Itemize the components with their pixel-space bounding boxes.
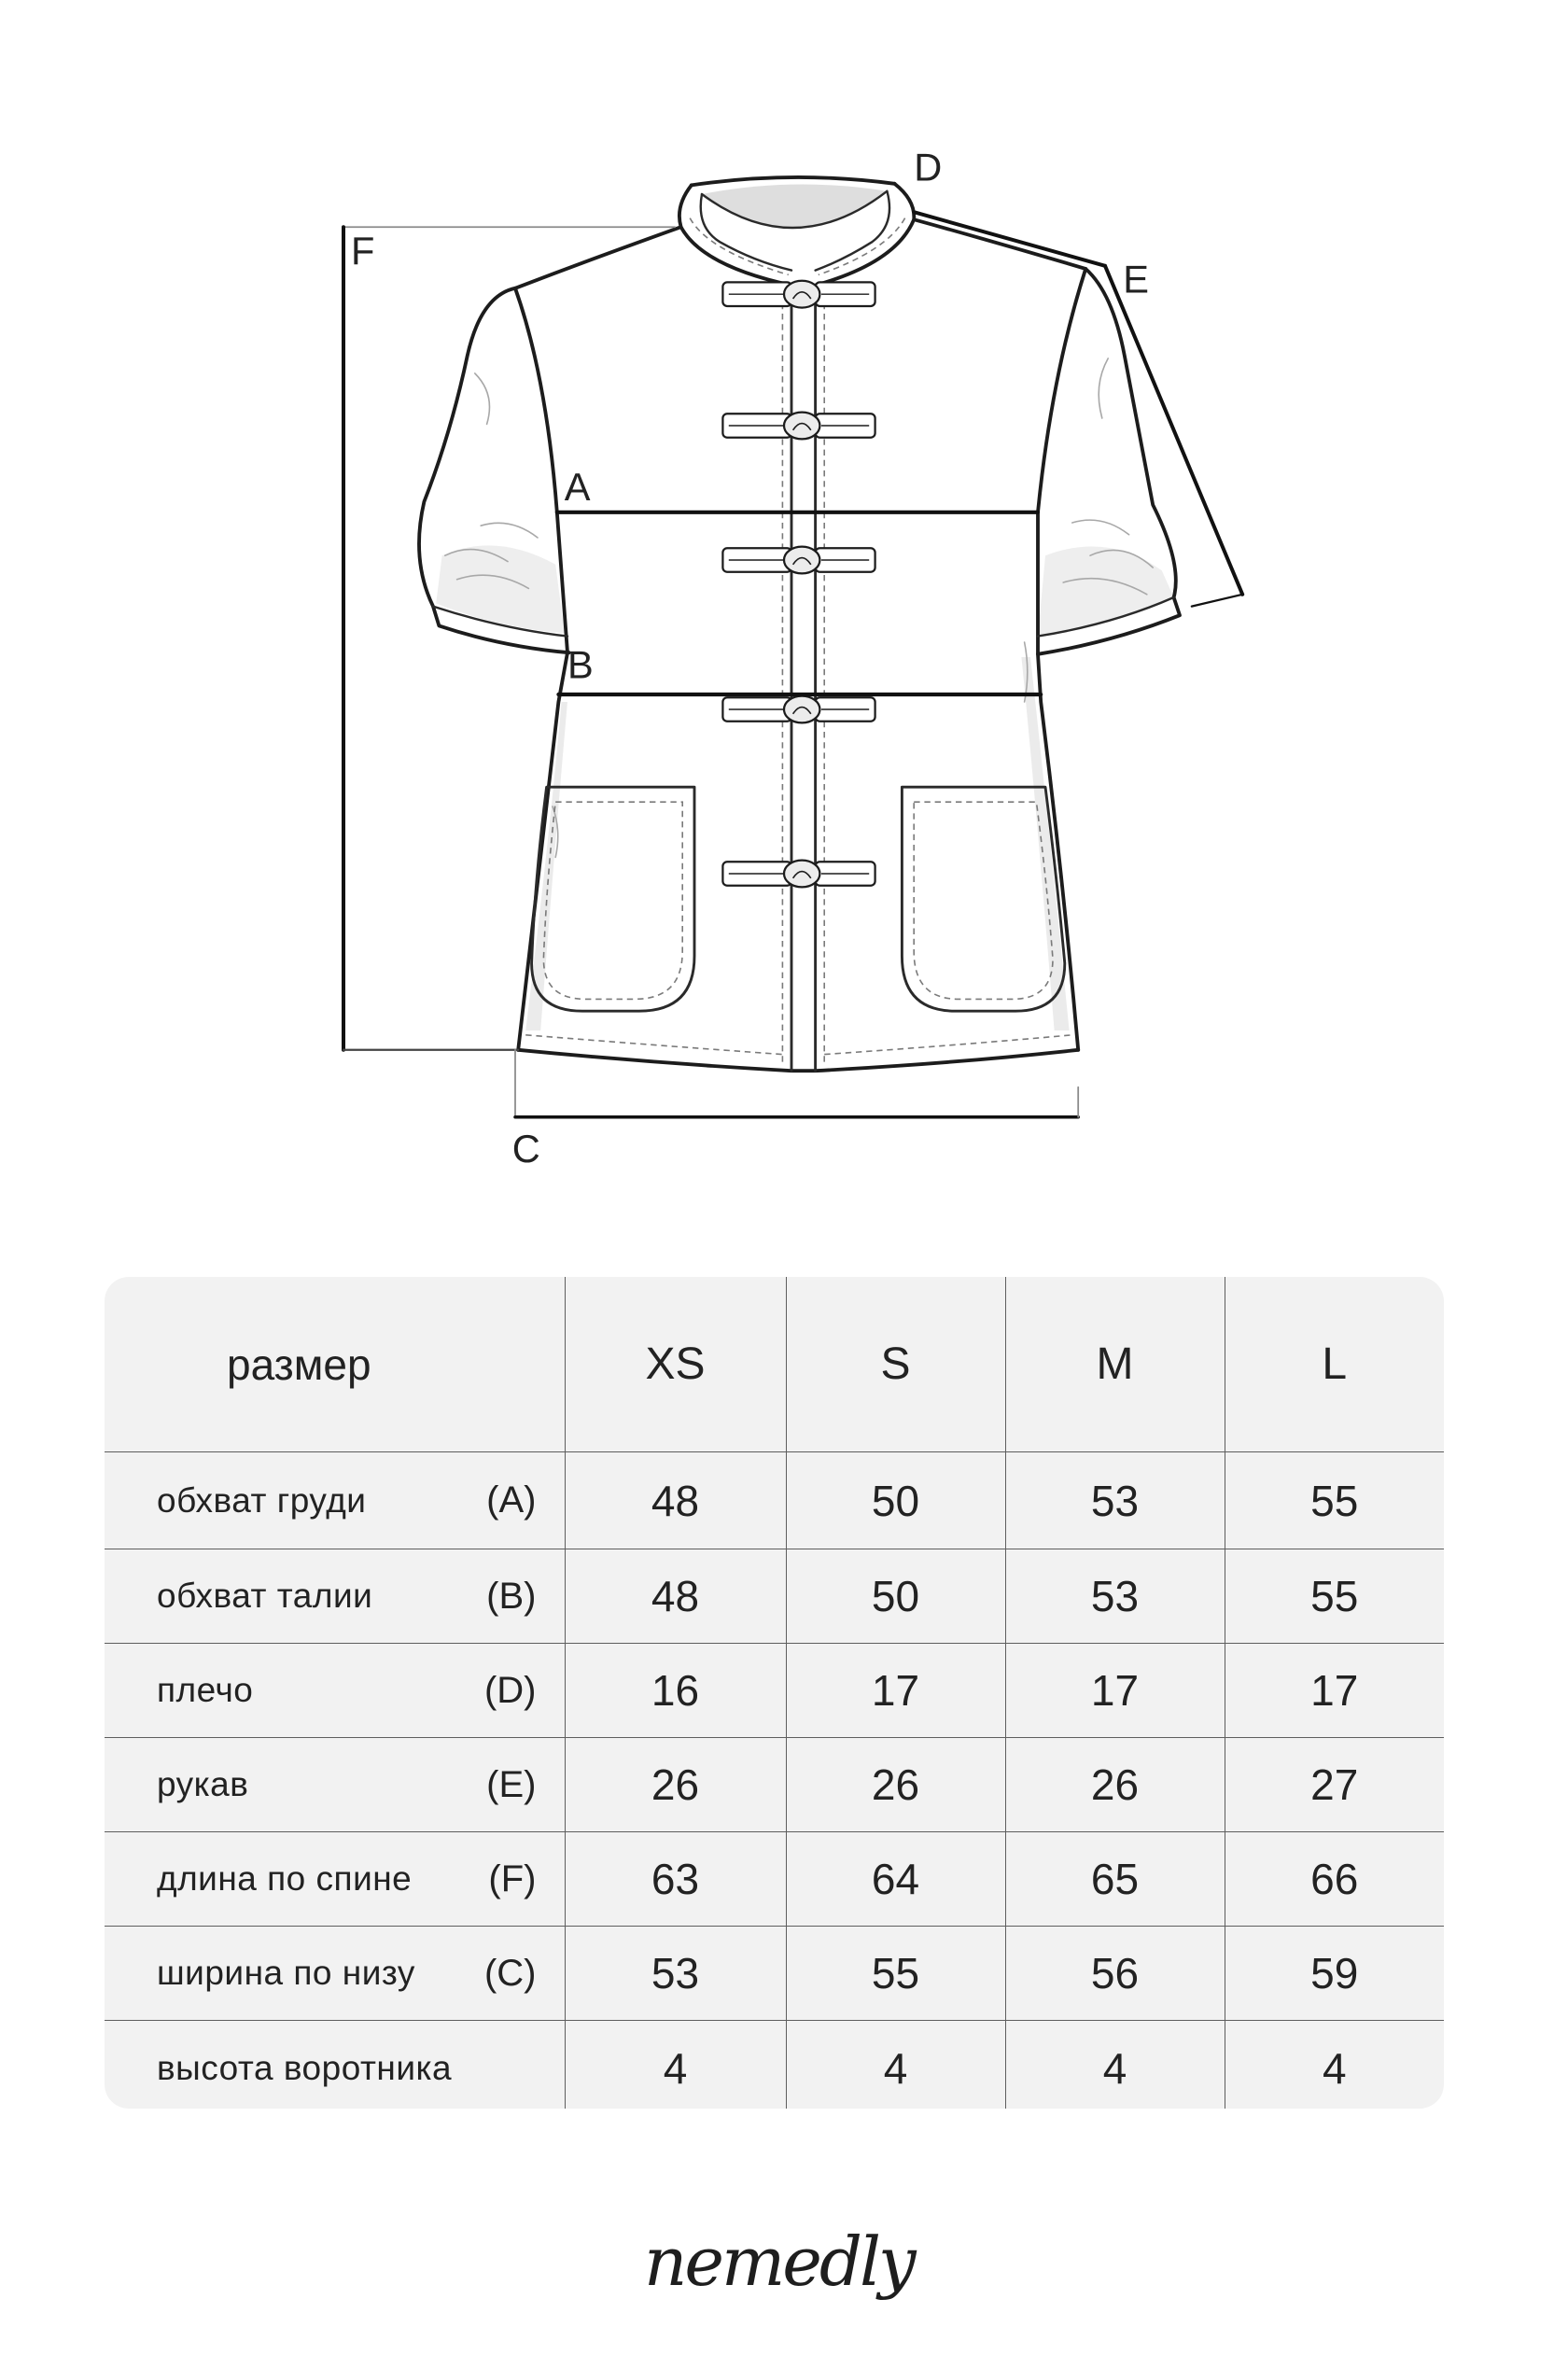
fold-line <box>1099 358 1108 418</box>
fold-line <box>481 523 538 538</box>
measurement-label: обхват груди <box>157 1480 367 1520</box>
size-value: 26 <box>565 1738 786 1832</box>
size-value: 26 <box>1005 1738 1225 1832</box>
collar-top <box>692 177 895 185</box>
fold-line <box>475 373 490 424</box>
size-chart <box>105 1277 1444 2109</box>
measurement-cell <box>105 1549 565 1644</box>
size-header: S <box>786 1277 1005 1452</box>
label-e: E <box>1123 257 1149 301</box>
measurement-wrap <box>105 1764 565 1806</box>
measurement-lines <box>343 212 1242 1117</box>
left-sleeve-shade <box>436 545 565 633</box>
neck-inner-fill <box>702 185 887 228</box>
measurement-cell <box>105 2021 565 2110</box>
size-value: 64 <box>786 1832 1005 1927</box>
measurement-code: (F) <box>488 1857 537 1899</box>
size-header: XS <box>565 1277 786 1452</box>
frog-closure <box>722 413 875 440</box>
measurement-wrap <box>105 1953 565 1995</box>
size-value: 50 <box>786 1549 1005 1644</box>
measurement-cell <box>105 1644 565 1738</box>
size-value: 65 <box>1005 1832 1225 1927</box>
size-value: 56 <box>1005 1927 1225 2021</box>
frog-closure <box>722 861 875 888</box>
size-value: 53 <box>565 1927 786 2021</box>
size-value: 48 <box>565 1549 786 1644</box>
size-table-row <box>105 1927 1444 2021</box>
shirt-stitching <box>525 218 1072 1064</box>
size-table-row <box>105 1832 1444 1927</box>
measurement-wrap <box>105 1858 565 1900</box>
size-value: 4 <box>786 2021 1005 2110</box>
hem-stitch-left <box>525 1035 782 1055</box>
fold-line <box>1072 520 1129 535</box>
size-value: 17 <box>786 1644 1005 1738</box>
shoulder-right <box>914 219 1085 269</box>
frog-closure <box>722 696 875 723</box>
size-value: 4 <box>1005 2021 1225 2110</box>
measurement-code: (A) <box>486 1479 537 1521</box>
size-table <box>105 1277 1444 2109</box>
size-value: 4 <box>1322 2043 1347 2093</box>
brand-logo: nemedly <box>644 2222 914 2301</box>
measure-e <box>1105 266 1242 595</box>
label-a: A <box>564 465 591 509</box>
label-f: F <box>351 229 375 273</box>
left-pocket-stitch <box>543 802 682 999</box>
label-b: B <box>567 642 594 687</box>
measurement-wrap <box>105 1479 565 1521</box>
measurement-code: (C) <box>483 1952 537 1994</box>
measurement-wrap <box>105 1670 565 1712</box>
size-table-row <box>105 2021 1444 2110</box>
size-value: 16 <box>565 1644 786 1738</box>
measurement-cell <box>105 1927 565 2021</box>
measure-e-end <box>1192 595 1242 607</box>
size-value: 27 <box>1225 1738 1444 1832</box>
size-value: 26 <box>786 1738 1005 1832</box>
measurement-label: высота воротника <box>157 2048 453 2087</box>
measurement-code: (E) <box>486 1763 537 1805</box>
size-value: 17 <box>1005 1644 1225 1738</box>
right-pocket-stitch <box>914 802 1053 999</box>
size-value: 55 <box>1225 1452 1444 1549</box>
size-value: 59 <box>1225 1927 1444 2021</box>
size-table-row <box>105 1738 1444 1832</box>
size-value: 63 <box>565 1832 786 1927</box>
frog-closure <box>722 547 875 574</box>
measurement-cell <box>105 1738 565 1832</box>
size-value: 55 <box>1225 1549 1444 1644</box>
right-side-shade <box>1021 657 1069 1030</box>
size-value: 50 <box>786 1452 1005 1549</box>
measurement-code: (D) <box>483 1669 537 1711</box>
hem-stitch-right <box>824 1035 1072 1055</box>
size-header: L <box>1225 1277 1444 1452</box>
measure-d <box>914 212 1105 266</box>
size-value: 48 <box>565 1452 786 1549</box>
size-table-row <box>105 1549 1444 1644</box>
right-sleeve-shade <box>1038 546 1174 636</box>
left-side-shade <box>525 702 567 1030</box>
measurement-label: длина по спине <box>157 1859 413 1898</box>
measurement-cell <box>105 1452 565 1549</box>
frog-closure <box>722 281 875 308</box>
size-table-row <box>105 1452 1444 1549</box>
size-value: 17 <box>1225 1644 1444 1738</box>
label-d: D <box>914 145 943 189</box>
measurement-cell <box>105 1832 565 1927</box>
hem <box>518 1050 1078 1071</box>
size-value: 53 <box>1005 1549 1225 1644</box>
header-label: размер <box>105 1277 565 1452</box>
size-value: 4 <box>565 2021 786 2110</box>
measurement-wrap <box>105 2049 565 2088</box>
size-table-row <box>105 1644 1444 1738</box>
size-value: 53 <box>1005 1452 1225 1549</box>
shoulder-left <box>515 227 681 288</box>
size-value: 55 <box>786 1927 1005 2021</box>
size-header: M <box>1005 1277 1225 1452</box>
measurement-label: рукав <box>157 1765 249 1803</box>
size-table-header <box>105 1277 1444 1452</box>
measurement-label: ширина по низу <box>157 1954 415 1992</box>
measurement-code: (B) <box>486 1575 537 1617</box>
label-c: C <box>511 1126 540 1170</box>
measurement-label: плечо <box>157 1671 254 1709</box>
measurement-label: обхват талии <box>157 1577 373 1615</box>
size-value: 66 <box>1225 1832 1444 1927</box>
measurement-wrap <box>105 1576 565 1618</box>
